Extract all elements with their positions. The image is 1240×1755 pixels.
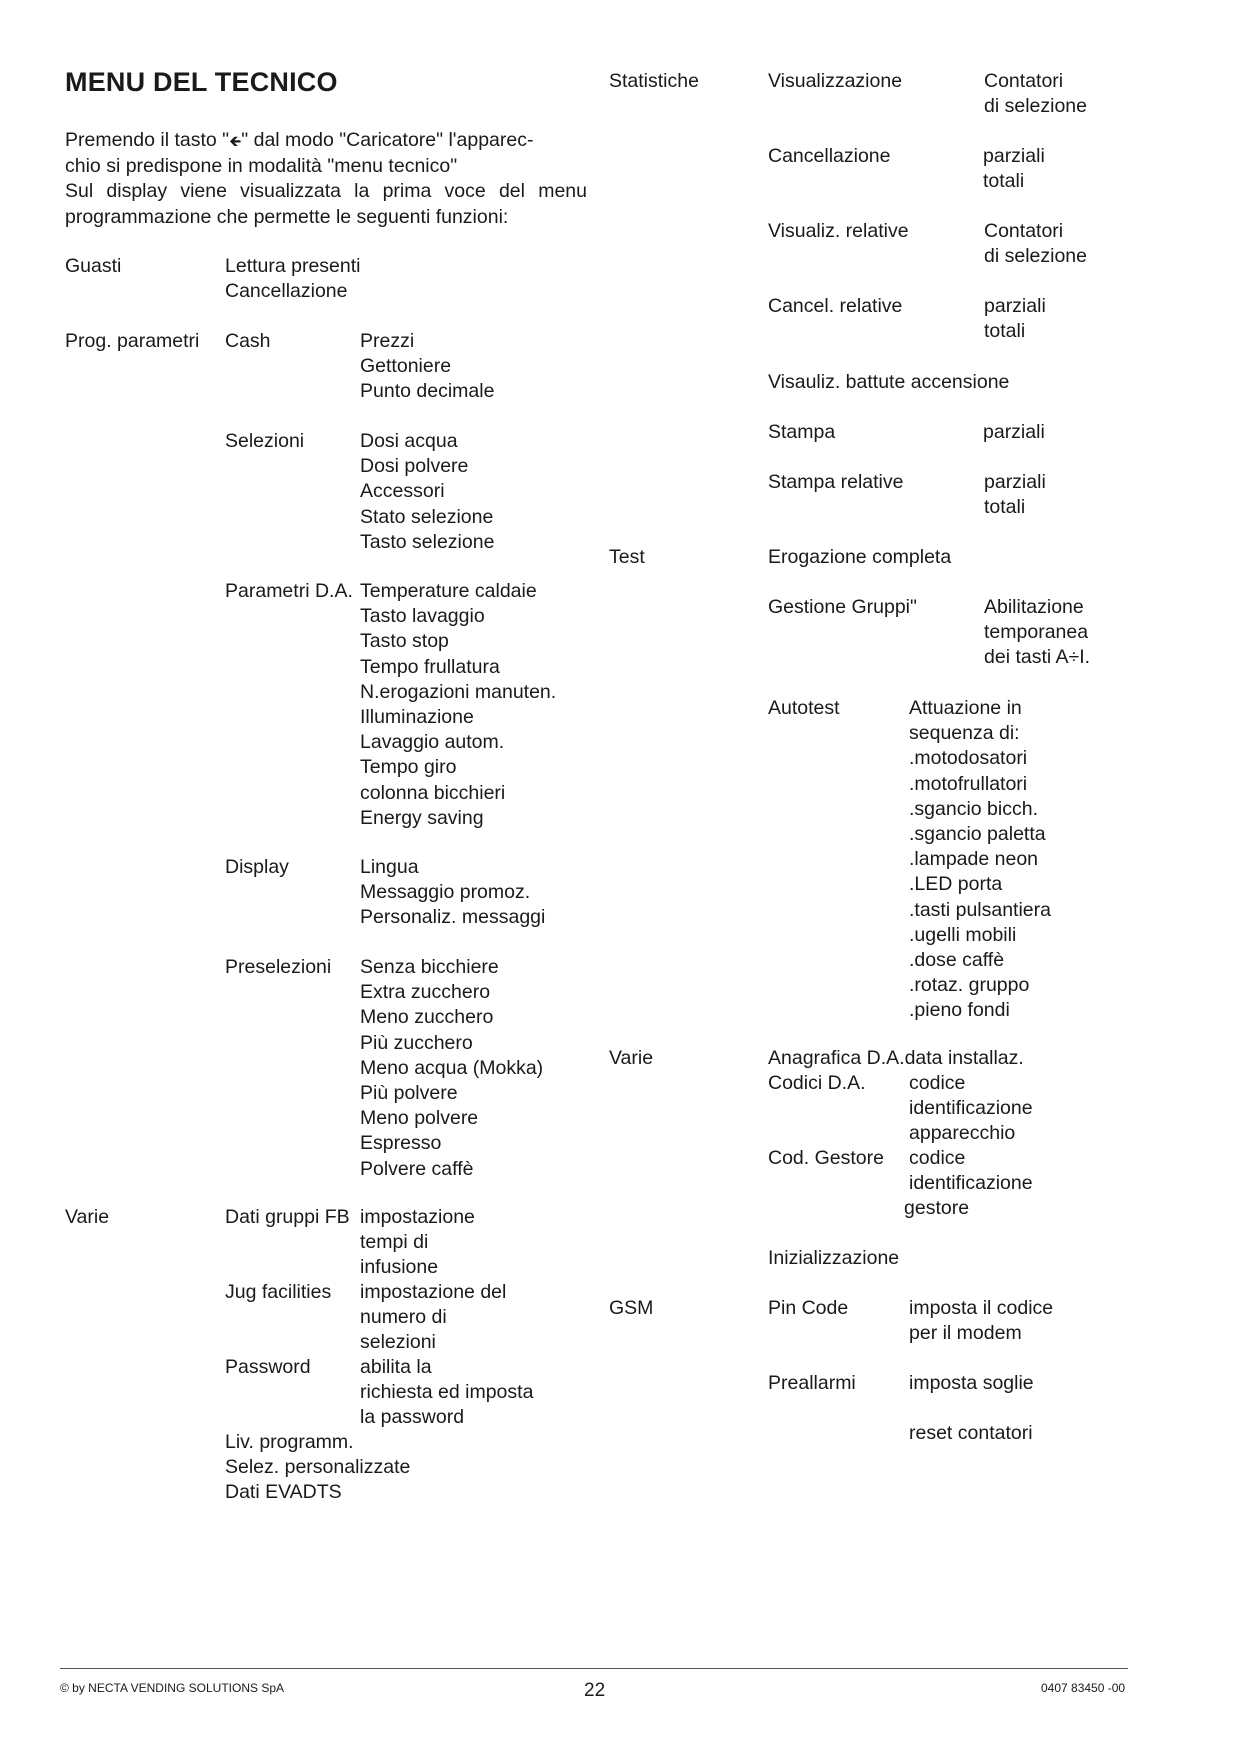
menu-preselezioni-item: Più zucchero — [360, 1031, 473, 1054]
menu-preselezioni-item: Meno zucchero — [360, 1006, 494, 1029]
menu-display-label: Display — [225, 856, 289, 878]
menu-dati-gruppi-label: Dati gruppi FB — [225, 1206, 350, 1228]
menu-jug-label: Jug facilities — [225, 1281, 332, 1303]
menu-parametri-item: Illuminazione — [360, 706, 474, 728]
menu-inizializzazione-label: Inizializzazione — [768, 1247, 900, 1269]
menu-autotest-item: .tasti pulsantiera — [909, 898, 1051, 921]
menu-parametri-item: Energy saving — [360, 806, 484, 829]
menu-selezioni-label: Selezioni — [225, 430, 305, 452]
menu-varie-extra-item: Selez. personalizzate — [225, 1456, 411, 1479]
menu-varie-right-label: Varie — [609, 1047, 654, 1069]
menu-test-label: Test — [609, 546, 645, 568]
menu-visualizzazione-item: di selezione — [984, 95, 1087, 118]
menu-cash-item: Gettoniere — [360, 355, 452, 378]
menu-prog-label: Prog. parametri — [65, 330, 200, 352]
menu-parametri-label: Parametri D.A. — [225, 580, 353, 602]
menu-varie-extra-item: Dati EVADTS — [225, 1481, 342, 1504]
menu-autotest-item: .pieno fondi — [909, 999, 1010, 1022]
menu-autotest-item: Attuazione in — [909, 697, 1022, 719]
menu-jug-item: numero di — [360, 1306, 447, 1329]
menu-password-item: richiesta ed imposta — [360, 1381, 534, 1404]
menu-preselezioni-item: Polvere caffè — [360, 1157, 474, 1180]
menu-pin-label: Pin Code — [768, 1297, 849, 1319]
menu-stampa-relative-label: Stampa relative — [768, 471, 904, 493]
menu-password-label: Password — [225, 1356, 311, 1378]
menu-visualiz-relative-item: Contatori — [984, 220, 1064, 242]
menu-preselezioni-item: Più polvere — [360, 1082, 458, 1104]
menu-dati-gruppi-item: tempi di — [360, 1231, 429, 1254]
menu-selezioni-item: Stato selezione — [360, 505, 494, 528]
menu-anagrafica-label — [768, 1046, 1024, 1071]
menu-dati-gruppi-item: infusione — [360, 1256, 439, 1279]
menu-cancellazione-item: parziali — [983, 145, 1045, 167]
menu-erogazione-label: Erogazione completa — [768, 546, 952, 568]
menu-autotest-item: .sgancio bicch. — [909, 797, 1038, 820]
menu-visualizzazione-item: Contatori — [984, 70, 1064, 92]
menu-pin-item: imposta il codice — [909, 1297, 1054, 1319]
menu-cancel-relative-item: parziali — [984, 295, 1046, 317]
document-code: 0407 83450 -00 — [1041, 1681, 1126, 1695]
menu-pin-item: per il modem — [909, 1322, 1022, 1345]
intro-line-1 — [65, 128, 587, 154]
footer-divider — [60, 1668, 1128, 1669]
menu-parametri-item: Lavaggio autom. — [360, 731, 505, 754]
menu-jug-item: selezioni — [360, 1331, 436, 1354]
menu-gestore-label: Cod. Gestore — [768, 1147, 884, 1169]
intro-text — [65, 128, 587, 230]
menu-guasti-item: Lettura presenti — [225, 255, 361, 277]
menu-cancel-relative-item: totali — [984, 320, 1026, 343]
menu-varie-extra-item: Liv. programm. — [225, 1431, 354, 1453]
menu-stampa-relative-item: parziali — [984, 471, 1046, 493]
menu-gestione-item: Abilitazione — [984, 596, 1084, 618]
menu-preselezioni-item: Senza bicchiere — [360, 956, 499, 978]
menu-autotest-item: .motofrullatori — [909, 772, 1028, 795]
menu-stampa-label: Stampa — [768, 421, 836, 443]
intro-line-1-pre: Premendo il tasto " — [65, 129, 230, 151]
menu-preselezioni-item: Extra zucchero — [360, 981, 491, 1004]
menu-display-item: Lingua — [360, 856, 419, 878]
menu-guasti-label: Guasti — [65, 255, 122, 277]
menu-preallarmi-item: imposta soglie — [909, 1372, 1034, 1394]
menu-selezioni-item: Tasto selezione — [360, 530, 495, 553]
menu-anagrafica-value: data installaz. — [904, 1047, 1024, 1069]
menu-password-item: la password — [360, 1406, 465, 1429]
menu-gestore-item: codice — [909, 1147, 966, 1169]
menu-autotest-item: .motodosatori — [909, 747, 1028, 770]
menu-gsm-label: GSM — [609, 1297, 654, 1319]
menu-cash-item: Prezzi — [360, 330, 415, 352]
menu-selezioni-item: Accessori — [360, 480, 445, 503]
menu-autotest-item: .LED porta — [909, 873, 1003, 896]
menu-autotest-item: .rotaz. gruppo — [909, 974, 1030, 997]
menu-anagrafica-label-text: Anagrafica D.A. — [768, 1047, 905, 1069]
menu-codici-item: apparecchio — [909, 1122, 1016, 1145]
menu-autotest-item: sequenza di: — [909, 722, 1020, 745]
footer-copyright: © by NECTA VENDING SOLUTIONS SpA — [60, 1681, 285, 1695]
menu-battute-label: Visauliz. battute accensione — [768, 371, 1010, 393]
menu-display-item: Messaggio promoz. — [360, 881, 531, 904]
page-number: 22 — [584, 1680, 606, 1701]
menu-visualizzazione-label: Visualizzazione — [768, 70, 903, 92]
menu-gestore-item: identificazione — [909, 1172, 1033, 1195]
menu-gestore-last: gestore — [904, 1197, 970, 1219]
menu-autotest-item: .sgancio paletta — [909, 823, 1046, 845]
menu-gestione-item: dei tasti A÷I. — [984, 646, 1091, 669]
menu-preselezioni-item: Meno polvere — [360, 1107, 479, 1130]
menu-reset-label: reset contatori — [909, 1422, 1033, 1444]
menu-varie-left-label: Varie — [65, 1206, 110, 1228]
menu-statistiche-label: Statistiche — [609, 70, 699, 92]
menu-jug-item: impostazione del — [360, 1281, 507, 1303]
menu-parametri-item: Temperature caldaie — [360, 580, 537, 602]
intro-paragraph-2: Sul display viene visualizzata la prima voce del menu programmazione che permette le seguenti funzioni: — [65, 180, 587, 228]
menu-preselezioni-item: Espresso — [360, 1132, 442, 1155]
menu-codici-label: Codici D.A. — [768, 1072, 866, 1094]
left-arrow-key-icon: 🡸 — [229, 133, 242, 150]
menu-gestione-label: Gestione Gruppi" — [768, 596, 917, 618]
menu-autotest-label: Autotest — [768, 697, 840, 719]
menu-autotest-item: .ugelli mobili — [909, 923, 1017, 946]
menu-visualiz-relative-item: di selezione — [984, 245, 1087, 268]
menu-gestione-item: temporanea — [984, 621, 1089, 644]
menu-display-item: Personaliz. messaggi — [360, 906, 546, 929]
menu-stampa-relative-item: totali — [984, 496, 1026, 519]
menu-stampa-item: parziali — [983, 421, 1045, 443]
menu-visualiz-relative-label: Visualiz. relative — [768, 220, 909, 242]
menu-parametri-item: colonna bicchieri — [360, 781, 506, 804]
menu-parametri-item: N.erogazioni manuten. — [360, 680, 557, 703]
menu-codici-item: codice — [909, 1072, 966, 1094]
menu-preallarmi-label: Preallarmi — [768, 1372, 856, 1394]
menu-cancellazione-item: totali — [983, 170, 1025, 193]
menu-autotest-item: .lampade neon — [909, 848, 1039, 871]
menu-codici-item: identificazione — [909, 1097, 1033, 1120]
intro-line-1-post: " dal modo "Caricatore" l'apparec- — [241, 129, 534, 151]
menu-parametri-item: Tempo giro — [360, 756, 457, 779]
menu-cancellazione-label: Cancellazione — [768, 145, 891, 167]
menu-parametri-item: Tempo frullatura — [360, 655, 500, 678]
menu-preselezioni-item: Meno acqua (Mokka) — [360, 1056, 544, 1079]
menu-cash-item: Punto decimale — [360, 380, 495, 403]
menu-cancel-relative-label: Cancel. relative — [768, 295, 903, 317]
menu-guasti-item: Cancellazione — [225, 280, 348, 302]
menu-dati-gruppi-item: impostazione — [360, 1206, 475, 1228]
menu-parametri-item: Tasto stop — [360, 630, 449, 653]
menu-preselezioni-label: Preselezioni — [225, 956, 332, 978]
menu-password-item: abilita la — [360, 1356, 432, 1378]
menu-selezioni-item: Dosi polvere — [360, 455, 469, 478]
menu-parametri-item: Tasto lavaggio — [360, 605, 485, 628]
page-title: MENU DEL TECNICO — [65, 67, 338, 97]
intro-line-2: chio si predispone in modalità "menu tecnico" — [65, 155, 458, 178]
menu-autotest-item: .dose caffè — [909, 949, 1005, 971]
menu-cash-label: Cash — [225, 330, 271, 352]
menu-selezioni-item: Dosi acqua — [360, 430, 458, 452]
